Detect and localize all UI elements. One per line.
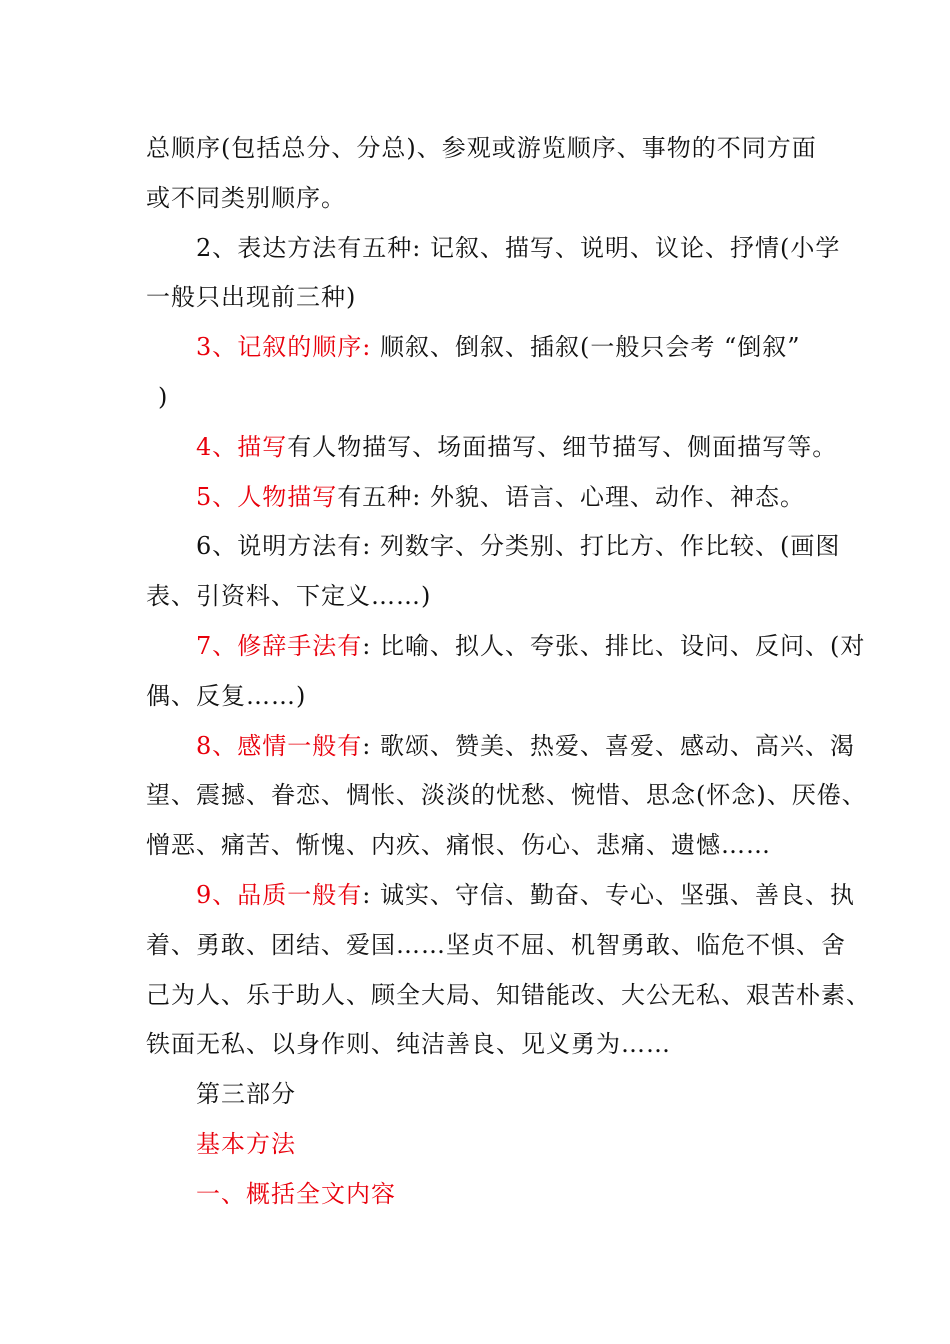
body-text: 6、说明方法有: 列数字、分类别、打比方、作比较、(画图 xyxy=(196,532,841,561)
body-text: 有人物描写、场面描写、细节描写、侧面描写等。 xyxy=(287,432,838,461)
body-text: 第三部分 xyxy=(196,1080,296,1109)
highlighted-text: 8、感情一般有 xyxy=(196,731,363,760)
body-text: 着、勇敢、团结、爱国……坚贞不屈、机智勇敢、临危不惧、舍 xyxy=(146,930,846,959)
text-line xyxy=(146,224,841,274)
text-line xyxy=(146,622,866,672)
body-text: ) xyxy=(158,382,169,411)
text-line xyxy=(146,572,814,622)
text-line xyxy=(146,124,817,174)
body-text: 偶、反复……) xyxy=(146,681,307,710)
text-line xyxy=(146,373,814,423)
body-text: 一般只出现前三种) xyxy=(146,283,357,312)
text-line xyxy=(146,821,814,871)
body-text: 2、表达方法有五种: 记叙、描写、说明、议论、抒情(小学 xyxy=(196,233,841,262)
highlighted-text: 4、描写 xyxy=(196,432,288,461)
text-line xyxy=(146,722,855,772)
text-line xyxy=(146,174,814,224)
text-line xyxy=(146,423,838,473)
text-line xyxy=(146,871,855,921)
highlighted-text: 7、修辞手法有 xyxy=(196,631,363,660)
text-line xyxy=(146,473,814,523)
highlighted-text: 5、人物描写 xyxy=(196,482,338,511)
text-line xyxy=(146,273,814,323)
body-text: 铁面无私、以身作则、纯洁善良、见义勇为…… xyxy=(146,1030,671,1059)
highlighted-text: 3、记叙的顺序: xyxy=(196,333,372,362)
highlighted-text: 一、概括全文内容 xyxy=(196,1179,396,1208)
text-line xyxy=(146,672,814,722)
body-text: 己为人、乐于助人、顾全大局、知错能改、大公无私、艰苦朴素、 xyxy=(146,980,871,1009)
body-text: 望、震撼、眷恋、惆怅、淡淡的忧愁、惋惜、思念(怀念)、厌倦、 xyxy=(146,781,867,810)
body-text: 顺叙、倒叙、插叙(一般只会考 “倒叙” xyxy=(371,333,801,362)
text-line xyxy=(146,771,867,821)
body-text: 总顺序(包括总分、分总)、参观或游览顺序、事物的不同方面 xyxy=(146,134,817,162)
text-line xyxy=(146,971,871,1021)
text-line xyxy=(146,522,841,572)
document-page xyxy=(146,124,871,1220)
body-text: : 比喻、拟人、夸张、排比、设问、反问、(对 xyxy=(362,631,866,660)
highlighted-text: 基本方法 xyxy=(196,1129,296,1158)
body-text: 有五种: 外貌、语言、心理、动作、神态。 xyxy=(337,482,805,511)
body-text: 表、引资料、下定义……) xyxy=(146,582,432,611)
text-line xyxy=(146,1020,814,1070)
text-line xyxy=(146,1170,814,1220)
body-text: : 歌颂、赞美、热爱、喜爱、感动、高兴、渴 xyxy=(362,731,855,760)
body-text: 或不同类别顺序。 xyxy=(146,183,346,212)
highlighted-text: 9、品质一般有 xyxy=(196,880,363,909)
text-line xyxy=(146,1120,814,1170)
body-text: : 诚实、守信、勤奋、专心、坚强、善良、执 xyxy=(362,880,855,909)
text-line xyxy=(146,1070,814,1120)
text-line xyxy=(146,323,814,373)
body-text: 憎恶、痛苦、惭愧、内疚、痛恨、伤心、悲痛、遗憾…… xyxy=(146,831,771,860)
text-line xyxy=(146,921,846,971)
